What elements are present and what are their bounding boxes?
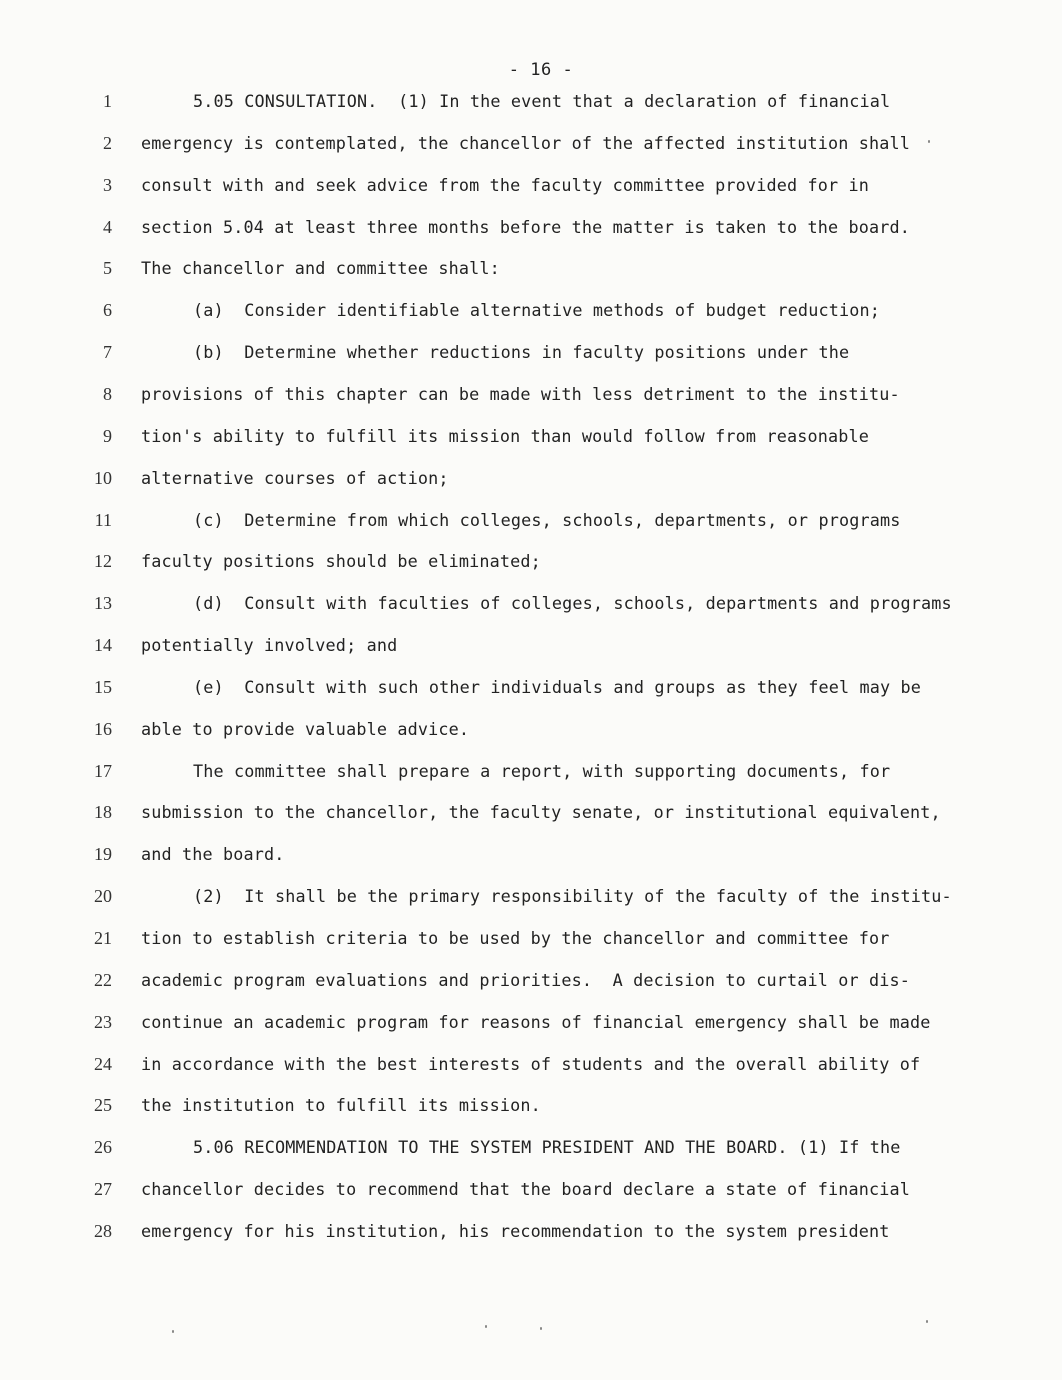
line-text: (a) Consider identifiable alternative methods of budget reduction; [193,300,880,320]
text-line [0,1135,1062,1159]
line-number: 4 [103,217,112,237]
line-number: 7 [103,342,112,362]
line-text: (d) Consult with faculties of colleges, schools, departments and programs [193,593,952,613]
line-number: 25 [94,1095,112,1115]
scan-speck [172,1330,174,1333]
line-number: 3 [103,175,112,195]
scan-speck [540,1327,542,1330]
scan-speck [928,140,930,143]
line-number: 6 [103,300,112,320]
scan-speck [485,1325,487,1328]
line-text: emergency is contemplated, the chancellor of the affected institution shall [141,133,910,153]
text-line [0,800,1062,824]
line-text: The chancellor and committee shall: [141,258,500,278]
line-number: 9 [103,426,112,446]
line-number: 28 [94,1221,112,1241]
text-line [0,591,1062,615]
text-line [0,549,1062,573]
line-text: emergency for his institution, his recommendation to the system president [141,1221,890,1241]
line-number: 20 [94,886,112,906]
line-text: (2) It shall be the primary responsibility of the faculty of the institu- [193,886,952,906]
text-line [0,675,1062,699]
text-line [0,1093,1062,1117]
line-text: potentially involved; and [141,635,398,655]
text-line [0,89,1062,113]
text-line [0,466,1062,490]
line-text: tion's ability to fulfill its mission than would follow from reasonable [141,426,869,446]
text-line [0,298,1062,322]
line-text: 5.06 RECOMMENDATION TO THE SYSTEM PRESIDENT AND THE BOARD. (1) If the [193,1137,901,1157]
line-text: the institution to fulfill its mission. [141,1095,541,1115]
text-line [0,382,1062,406]
text-line [0,968,1062,992]
line-number: 18 [94,802,112,822]
text-line [0,131,1062,155]
line-text: consult with and seek advice from the faculty committee provided for in [141,175,869,195]
line-text: section 5.04 at least three months before the matter is taken to the board. [141,217,910,237]
line-number: 11 [94,510,112,530]
line-text: and the board. [141,844,285,864]
line-text: provisions of this chapter can be made with less detriment to the institu- [141,384,900,404]
text-line [0,1010,1062,1034]
text-line [0,256,1062,280]
line-number: 1 [103,91,112,111]
line-number: 8 [103,384,112,404]
line-text: tion to establish criteria to be used by the chancellor and committee for [141,928,890,948]
line-number: 13 [94,593,112,613]
line-text: able to provide valuable advice. [141,719,470,739]
line-number: 16 [94,719,112,739]
line-text: submission to the chancellor, the faculty senate, or institutional equivalent, [141,802,941,822]
line-number: 12 [94,551,112,571]
line-number: 22 [94,970,112,990]
text-line [0,340,1062,364]
text-line [0,759,1062,783]
line-text: The committee shall prepare a report, with supporting documents, for [193,761,891,781]
line-number: 10 [94,468,112,488]
text-line [0,215,1062,239]
text-line [0,717,1062,741]
line-text: continue an academic program for reasons of financial emergency shall be made [141,1012,931,1032]
line-text: faculty positions should be eliminated; [141,551,541,571]
text-line [0,1219,1062,1243]
line-number: 14 [94,635,112,655]
text-line [0,173,1062,197]
line-number: 21 [94,928,112,948]
line-number: 19 [94,844,112,864]
text-line [0,884,1062,908]
line-number: 5 [103,258,112,278]
scan-speck [926,1320,928,1323]
line-text: academic program evaluations and priorities. A decision to curtail or dis- [141,970,910,990]
text-line [0,633,1062,657]
line-number: 27 [94,1179,112,1199]
page-number: - 16 - [508,60,574,80]
text-line [0,1177,1062,1201]
line-number: 24 [94,1054,112,1074]
line-text: 5.05 CONSULTATION. (1) In the event that a declaration of financial [193,91,891,111]
line-text: (c) Determine from which colleges, schools, departments, or programs [193,510,901,530]
line-number: 23 [94,1012,112,1032]
line-number: 17 [94,761,112,781]
text-line [0,1052,1062,1076]
line-text: alternative courses of action; [141,468,449,488]
line-text: in accordance with the best interests of students and the overall ability of [141,1054,921,1074]
line-text: (b) Determine whether reductions in faculty positions under the [193,342,850,362]
text-line [0,842,1062,866]
line-number: 2 [103,133,112,153]
line-number: 26 [94,1137,112,1157]
text-line [0,424,1062,448]
line-number: 15 [94,677,112,697]
line-text: (e) Consult with such other individuals and groups as they feel may be [193,677,921,697]
text-line [0,508,1062,532]
text-line [0,926,1062,950]
line-text: chancellor decides to recommend that the board declare a state of financial [141,1179,910,1199]
